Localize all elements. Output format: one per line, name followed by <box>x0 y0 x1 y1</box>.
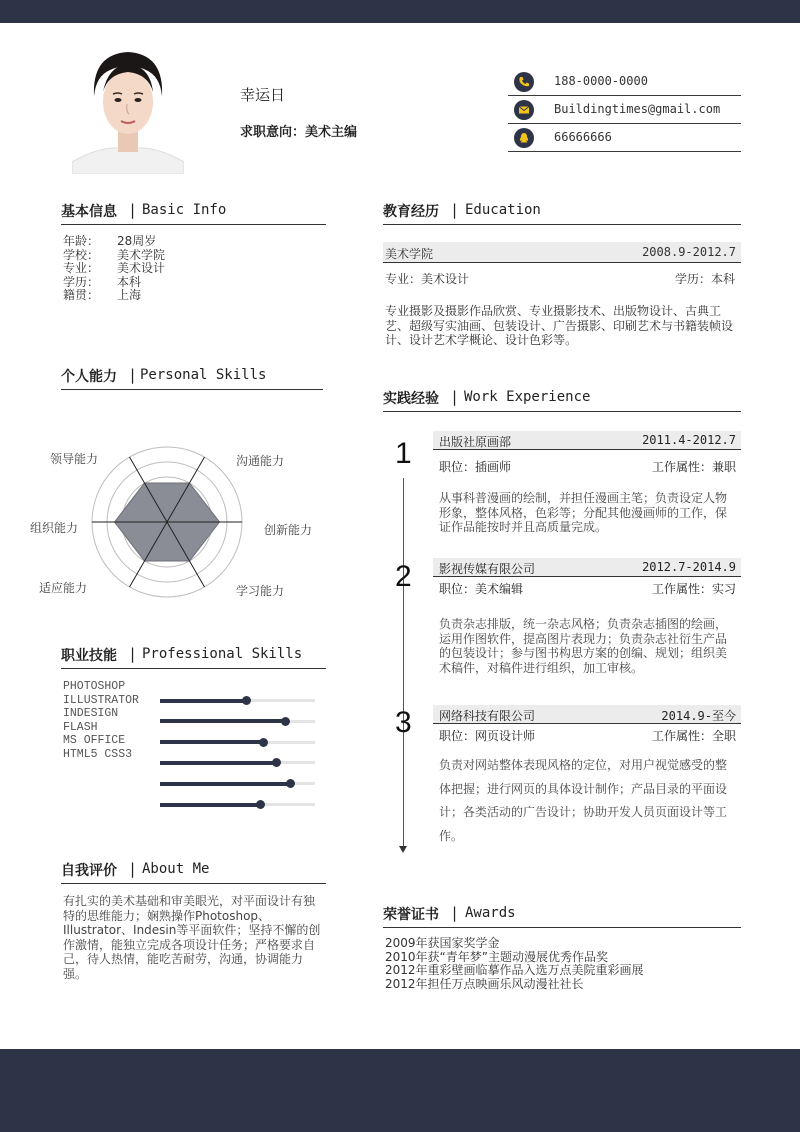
education-major: 专业：美术设计 <box>385 272 470 286</box>
radar-label-leadership: 领导能力 <box>50 452 99 466</box>
title-divider: | <box>452 904 458 922</box>
qq-text: 66666666 <box>554 130 612 144</box>
title-divider: | <box>130 366 136 384</box>
info-key: 学校： <box>63 247 100 262</box>
education-divider <box>383 262 741 263</box>
job-company: 网络科技有限公司 <box>439 709 536 723</box>
skill-name: ILLUSTRATOR <box>63 693 139 707</box>
award-item: 2010年获“青年梦”主题动漫展优秀作品奖 <box>385 949 608 964</box>
skill-bar-fill <box>160 699 247 703</box>
skill-bar-html5-css3 <box>160 803 315 806</box>
skill-name: HTML5 CSS3 <box>63 747 133 761</box>
title-divider: | <box>452 201 458 219</box>
phone-text: 188-0000-0000 <box>554 74 648 88</box>
job-date: 2014.9-至今 <box>661 709 736 723</box>
job-type: 工作属性：兼职 <box>651 460 736 474</box>
work-experience-header <box>383 386 741 412</box>
professional-skills-header <box>61 643 326 669</box>
skill-bar-photoshop <box>160 699 315 702</box>
radar-label-innovation: 创新能力 <box>264 523 313 537</box>
email-text: Buildingtimes@gmail.com <box>554 102 721 116</box>
skill-bar-fill <box>160 803 261 807</box>
job-date: 2011.4-2012.7 <box>642 433 736 447</box>
skill-bar-ms-office <box>160 782 315 785</box>
skill-bar-indesign <box>160 741 315 744</box>
section-title-zh: 荣誉证书 <box>383 907 439 923</box>
section-title-zh: 职业技能 <box>61 648 117 664</box>
skill-bar-flash <box>160 761 315 764</box>
candidate-name: 幸运日 <box>240 86 286 104</box>
skill-bar-fill <box>160 740 264 744</box>
timeline-arrow-icon <box>399 846 407 853</box>
job-number: 1 <box>395 437 412 470</box>
title-divider: | <box>452 388 458 406</box>
section-title-en: Education <box>465 202 541 218</box>
radar-label-adaptability: 适应能力 <box>39 581 88 595</box>
skill-name: FLASH <box>63 720 98 734</box>
skill-bar-illustrator <box>160 720 315 723</box>
award-item: 2012年担任万点映画乐风动漫社社长 <box>385 976 584 991</box>
skill-bar-fill <box>160 782 290 786</box>
education-date: 2008.9-2012.7 <box>642 245 736 259</box>
info-value: 美术设计 <box>117 261 166 275</box>
bottom-band <box>0 1049 800 1132</box>
skill-bar-knob <box>286 779 295 788</box>
job-company: 影视传媒有限公司 <box>439 562 536 576</box>
title-divider: | <box>130 645 136 663</box>
award-item: 2009年获国家奖学金 <box>385 936 500 950</box>
skill-bar-knob <box>259 738 268 747</box>
radar-label-organization: 组织能力 <box>30 521 79 535</box>
section-title-en: Basic Info <box>142 202 227 218</box>
section-title-en: Professional Skills <box>142 646 303 662</box>
info-key: 年龄： <box>63 234 100 248</box>
section-title-zh: 个人能力 <box>61 369 117 385</box>
job-number: 2 <box>395 560 412 593</box>
education-degree: 学历：本科 <box>674 272 735 286</box>
education-description: 专业摄影及摄影作品欣赏、专业摄影技术、出版物设计、古典工艺、超级写实油画、包装设计、广告摄影、印刷艺术与书籍装帧设计、设计艺术学概论、设计色彩等。 <box>385 304 734 347</box>
skill-bar-knob <box>281 717 290 726</box>
section-title-en: Awards <box>465 905 516 921</box>
job-type: 工作属性：实习 <box>651 582 736 596</box>
info-value: 美术学院 <box>117 247 166 262</box>
skill-name: INDESIGN <box>63 707 119 720</box>
section-title-en: About Me <box>142 861 210 877</box>
about-me-text: 有扎实的美术基础和审美眼光，对平面设计有独特的思维能力；娴熟操作Photoshop、Illustrator、Indesin等平面软件；坚持不懈的创作激情，能独立完成各项设计任务；严格要求自己，待人热情，能吃苦耐劳，沟通，协调能力强。 <box>63 894 321 981</box>
section-title-zh: 自我评价 <box>61 863 117 879</box>
job-divider <box>433 723 741 724</box>
radar-label-learning: 学习能力 <box>236 584 285 598</box>
info-value: 本科 <box>117 274 142 289</box>
award-item: 2012年重彩壁画临摹作品入选万点美院重彩画展 <box>385 963 644 977</box>
skill-name-list <box>63 680 139 761</box>
awards-list <box>385 937 644 991</box>
education-header <box>383 199 741 225</box>
about-me-header <box>61 858 326 884</box>
job-company: 出版社原画部 <box>439 435 512 449</box>
job-description: 负责杂志排版，统一杂志风格；负责杂志插图的绘画，运用作图软件，提高图片表现力；负责杂志社衍生产品的包装设计；参与图书构思方案的创编、规划；组织美术稿件，对稿件进行组织，加工审核。 <box>439 617 728 675</box>
section-title-en: Personal Skills <box>140 367 267 383</box>
awards-header <box>383 902 741 928</box>
job-divider <box>433 449 741 450</box>
skill-bar-fill <box>160 719 286 723</box>
info-key: 籍贯： <box>63 288 100 302</box>
skill-name: PHOTOSHOP <box>63 680 126 693</box>
info-key: 学历： <box>63 274 100 289</box>
education-school: 美术学院 <box>385 247 434 261</box>
section-title-en: Work Experience <box>464 389 591 405</box>
info-value: 上海 <box>117 288 142 302</box>
section-title-zh: 基本信息 <box>61 204 117 220</box>
skill-name: MS OFFICE <box>63 734 126 747</box>
title-divider: | <box>130 201 136 219</box>
timeline-line <box>403 478 404 848</box>
section-title-zh: 实践经验 <box>383 391 439 407</box>
job-position: 职位：插画师 <box>439 460 512 474</box>
job-number: 3 <box>395 706 412 739</box>
radar-label-communication: 沟通能力 <box>236 454 285 468</box>
skill-bar-fill <box>160 761 276 765</box>
section-title-zh: 教育经历 <box>383 204 439 220</box>
job-type: 工作属性：全职 <box>651 729 736 743</box>
job-description: 从事科普漫画的绘制，并担任漫画主笔；负责设定人物形象，整体风格，色彩等；分配其他漫画师的工作，保证作品能按时并且高质量完成。 <box>439 491 728 534</box>
job-position: 职位：网页设计师 <box>439 729 536 743</box>
info-key: 专业： <box>63 261 100 275</box>
info-value: 28周岁 <box>117 234 157 248</box>
job-divider <box>433 576 741 577</box>
job-intent: 求职意向：美术主编 <box>240 125 358 140</box>
job-position: 职位：美术编辑 <box>439 582 524 596</box>
job-date: 2012.7-2014.9 <box>642 560 736 574</box>
job-description: 负责对网站整体表现风格的定位，对用户视觉感受的整体把握；进行网页的具体设计制作；产品目录的平面设计；各类活动的广告设计；协助开发人员页面设计等工作。 <box>439 758 728 843</box>
title-divider: | <box>130 860 136 878</box>
